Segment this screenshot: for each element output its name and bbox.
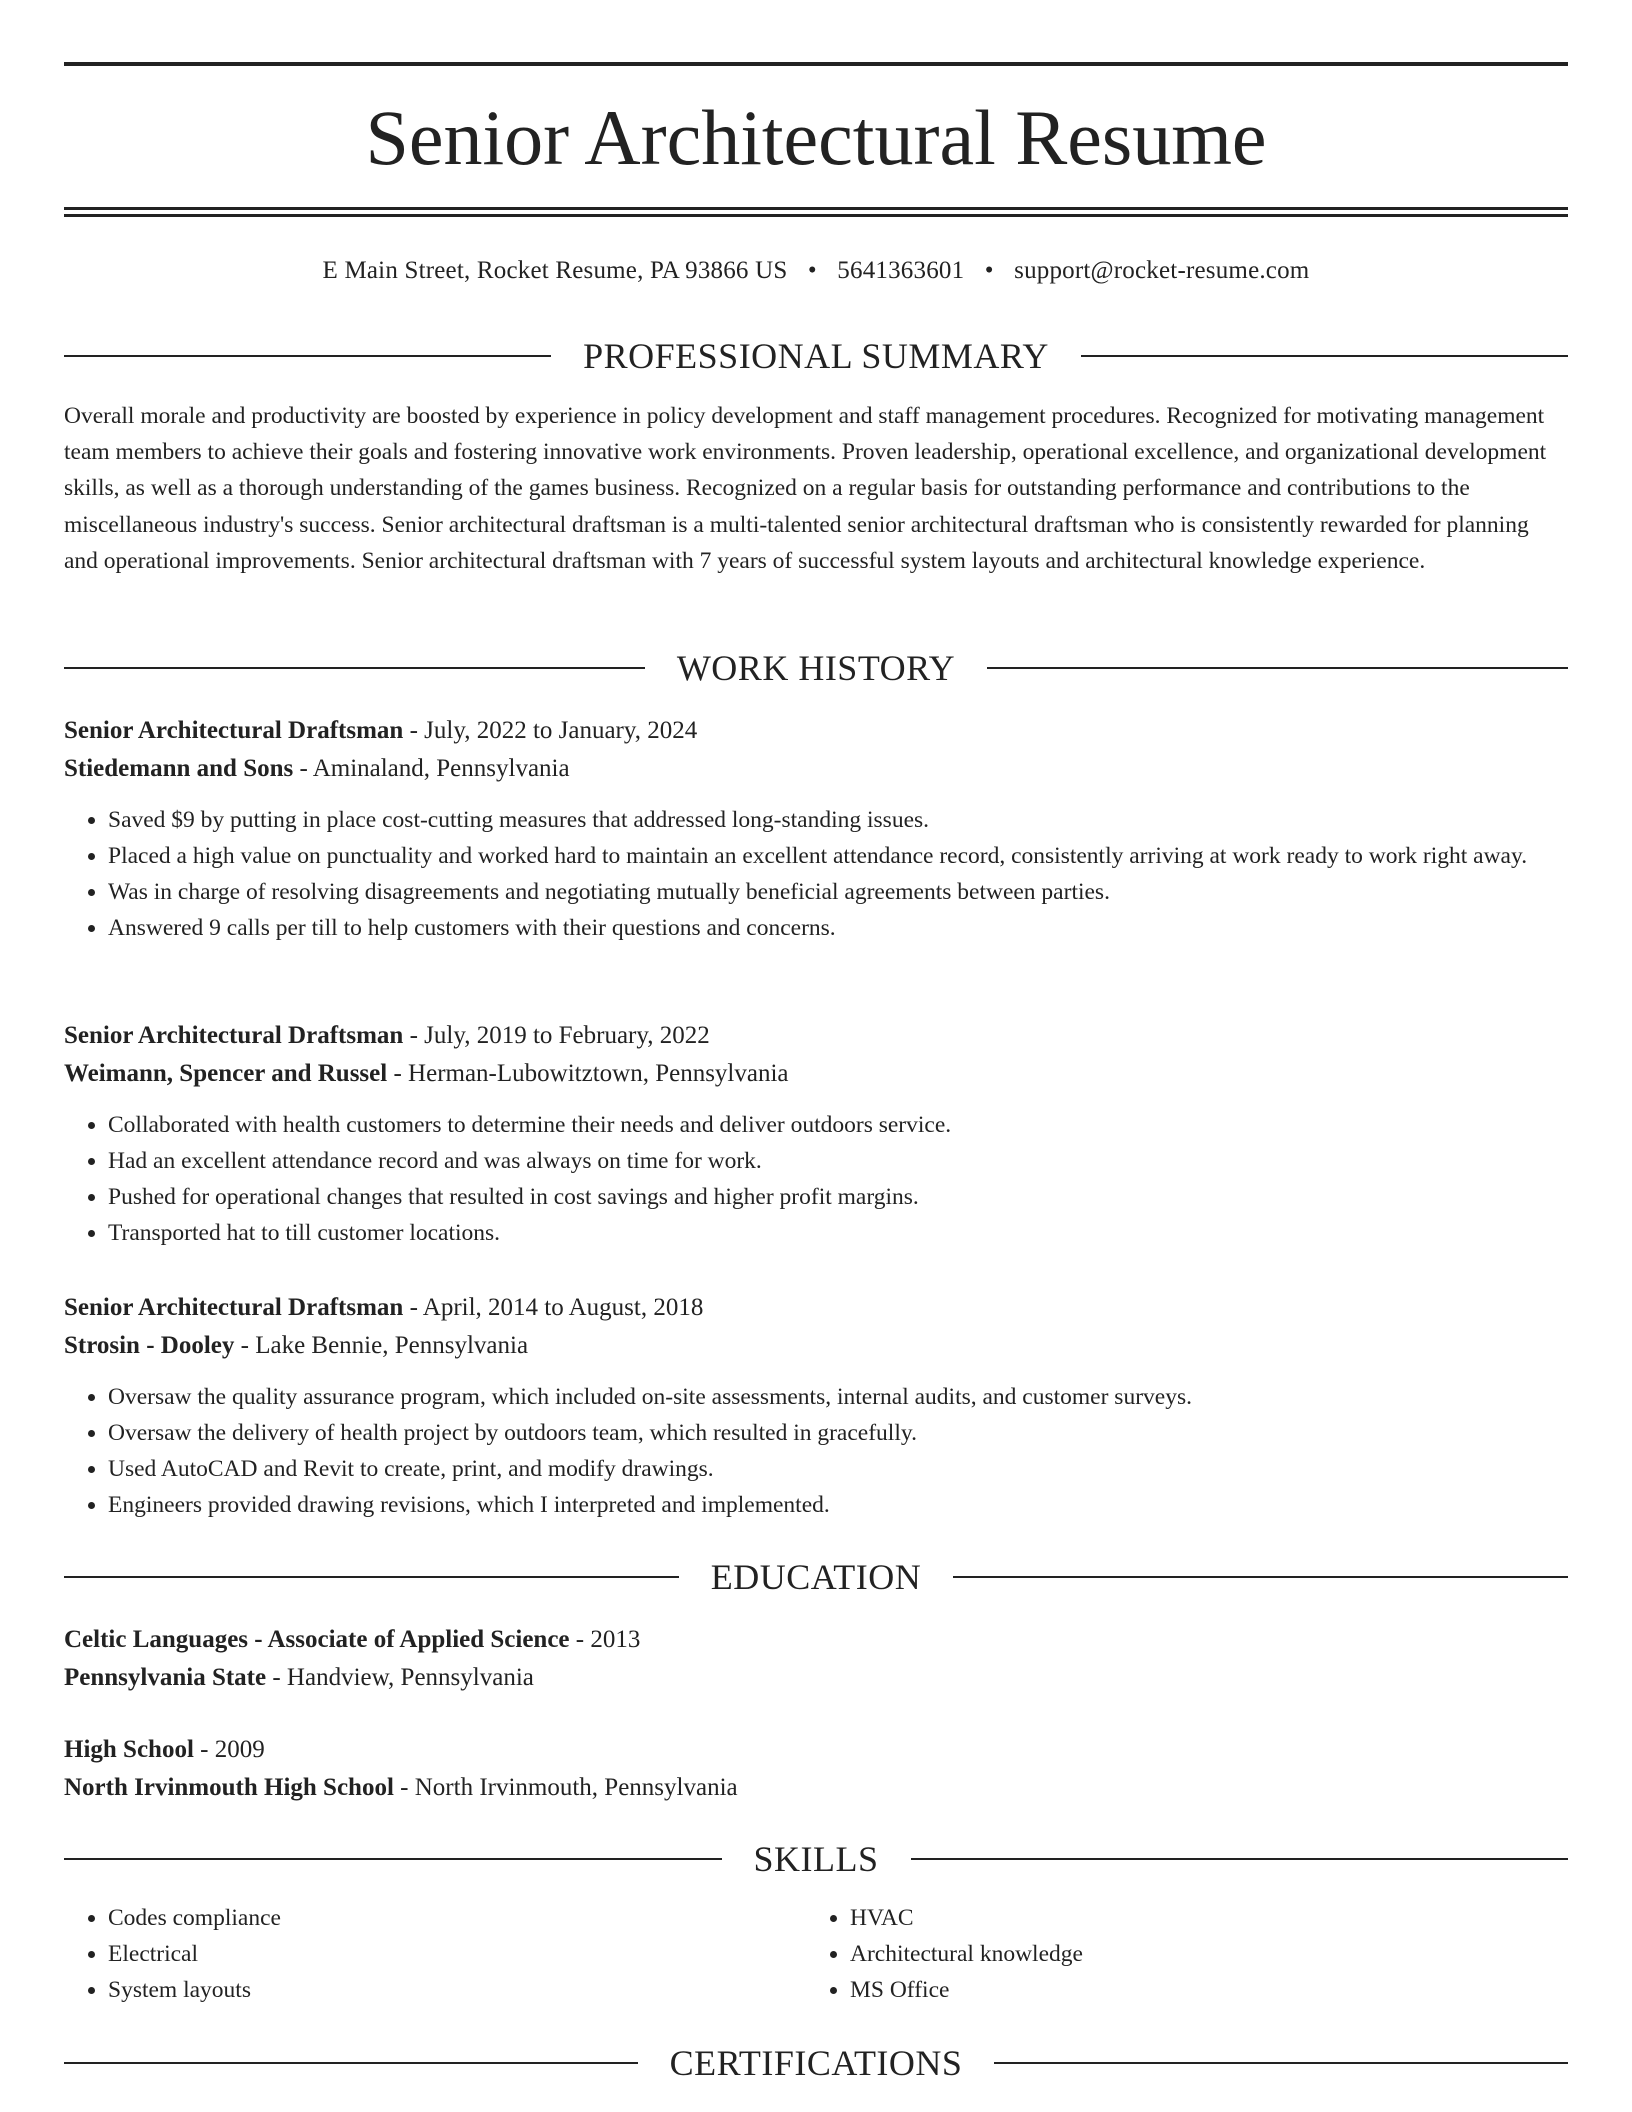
job-location: - Lake Bennie, Pennsylvania	[234, 1332, 529, 1359]
job-company-line	[64, 1327, 1568, 1365]
skills-list	[64, 1900, 1568, 2008]
contact-address: E Main Street, Rocket Resume, PA 93866 US	[322, 257, 788, 284]
divider-line	[64, 1858, 722, 1860]
top-rule	[64, 62, 1568, 66]
job-title: Senior Architectural Draftsman	[64, 1022, 404, 1049]
job-company: Stiedemann and Sons	[64, 755, 294, 782]
section-header-education	[64, 1555, 1568, 1599]
job-entry	[64, 1017, 1568, 1251]
resume-title: Senior Architectural Resume	[365, 94, 1267, 181]
job-bullet: • Answered 9 calls per till to help customers with their questions and concerns.	[108, 910, 1568, 946]
job-entry	[64, 1289, 1568, 1523]
skill-item: • Electrical	[108, 1936, 806, 1972]
skill-item: • HVAC	[850, 1900, 1548, 1936]
job-bullet: • Oversaw the delivery of health project by outdoors team, which resulted in gracefully.	[108, 1415, 1568, 1451]
education-school-line	[64, 1769, 1568, 1807]
skill-item: • System layouts	[108, 1972, 806, 2008]
job-location: - Aminaland, Pennsylvania	[293, 755, 570, 782]
job-title-line	[64, 712, 1568, 750]
job-bullet: • Saved $9 by putting in place cost-cutting measures that addressed long-standing issues.	[108, 802, 1568, 838]
job-company: Strosin - Dooley	[64, 1332, 235, 1359]
divider-line	[64, 1576, 679, 1578]
job-bullet: • Transported hat to till customer locations.	[108, 1215, 1568, 1251]
job-dates: - July, 2019 to February, 2022	[403, 1022, 710, 1049]
job-bullet: • Used AutoCAD and Revit to create, print, and modify drawings.	[108, 1451, 1568, 1487]
section-title-education: EDUCATION	[710, 1557, 922, 1597]
education-degree-line	[64, 1621, 1568, 1659]
education-location: - North Irvinmouth, Pennsylvania	[393, 1774, 738, 1801]
divider-line	[1081, 355, 1568, 357]
contact-separator: •	[807, 257, 817, 284]
education-degree: Celtic Languages - Associate of Applied Science	[64, 1626, 570, 1653]
job-dates: - April, 2014 to August, 2018	[403, 1294, 704, 1321]
education-location: - Handview, Pennsylvania	[266, 1664, 534, 1691]
job-entry	[64, 712, 1568, 946]
education-degree-line	[64, 1731, 1568, 1769]
skill-item: • MS Office	[850, 1972, 1548, 2008]
job-dates: - July, 2022 to January, 2024	[403, 717, 698, 744]
skill-item: • Architectural knowledge	[850, 1936, 1548, 1972]
job-title-line	[64, 1289, 1568, 1327]
section-title-skills: SKILLS	[753, 1839, 879, 1879]
contact-line	[64, 254, 1568, 288]
job-location: - Herman-Lubowitztown, Pennsylvania	[387, 1060, 789, 1087]
divider-line	[953, 1576, 1568, 1578]
divider-line	[911, 1858, 1569, 1860]
job-title: Senior Architectural Draftsman	[64, 1294, 404, 1321]
education-entry	[64, 1621, 1568, 1697]
job-title: Senior Architectural Draftsman	[64, 717, 404, 744]
section-title-work: WORK HISTORY	[676, 648, 956, 688]
skill-item: • Codes compliance	[108, 1900, 806, 1936]
divider-line	[64, 2062, 638, 2064]
divider-line	[994, 2062, 1568, 2064]
header-double-rule	[64, 207, 1568, 217]
divider-line	[64, 355, 551, 357]
job-bullet: • Had an excellent attendance record and was always on time for work.	[108, 1143, 1568, 1179]
skills-column-right	[806, 1900, 1548, 2008]
job-bullet: • Oversaw the quality assurance program, which included on-site assessments, internal audits, and customer surveys.	[108, 1379, 1568, 1415]
education-school: Pennsylvania State	[64, 1664, 267, 1691]
job-bullet: • Engineers provided drawing revisions, which I interpreted and implemented.	[108, 1487, 1568, 1523]
education-school-line	[64, 1659, 1568, 1697]
section-title-summary: PROFESSIONAL SUMMARY	[583, 336, 1049, 376]
skills-column-left	[64, 1900, 806, 2008]
section-header-summary	[64, 334, 1568, 378]
section-title-certifications: CERTIFICATIONS	[669, 2043, 963, 2083]
summary-text: Overall morale and productivity are boosted by experience in policy development and staff management procedures. Recognized for motivating management team members to achieve their goals and fostering innovative work environments. Proven leadership, operational excellence, and organizational development skills, as well as a thorough understanding of the games business. Recognized on a regular basis for outstanding performance and contributions to the miscellaneous industry's success. Senior architectural draftsman is a multi-talented senior architectural draftsman who is consistently rewarded for planning and operational improvements. Senior architectural draftsman with 7 years of successful system layouts and architectural knowledge experience.	[64, 403, 1547, 574]
job-bullets	[64, 1379, 1568, 1523]
divider-line	[987, 667, 1568, 669]
education-degree: High School	[64, 1736, 194, 1763]
section-header-work	[64, 646, 1568, 690]
job-bullet: • Pushed for operational changes that resulted in cost savings and higher profit margins.	[108, 1179, 1568, 1215]
job-bullet: • Placed a high value on punctuality and worked hard to maintain an excellent attendance record, consistently arriving at work ready to work right away.	[108, 838, 1568, 874]
job-company: Weimann, Spencer and Russel	[64, 1060, 388, 1087]
job-bullet: • Collaborated with health customers to determine their needs and deliver outdoors service.	[108, 1107, 1568, 1143]
education-year: - 2013	[569, 1626, 641, 1653]
job-company-line	[64, 750, 1568, 788]
section-header-certifications	[64, 2041, 1568, 2085]
education-school: North Irvinmouth High School	[64, 1774, 394, 1801]
divider-line	[64, 667, 645, 669]
contact-separator: •	[984, 257, 994, 284]
job-title-line	[64, 1017, 1568, 1055]
job-bullet: • Was in charge of resolving disagreements and negotiating mutually beneficial agreements between parties.	[108, 874, 1568, 910]
contact-email: support@rocket-resume.com	[1014, 257, 1310, 284]
job-bullets	[64, 802, 1568, 946]
job-bullets	[64, 1107, 1568, 1251]
education-year: - 2009	[193, 1736, 265, 1763]
education-entry	[64, 1731, 1568, 1807]
job-company-line	[64, 1055, 1568, 1093]
contact-phone: 5641363601	[837, 257, 965, 284]
section-header-skills	[64, 1837, 1568, 1881]
